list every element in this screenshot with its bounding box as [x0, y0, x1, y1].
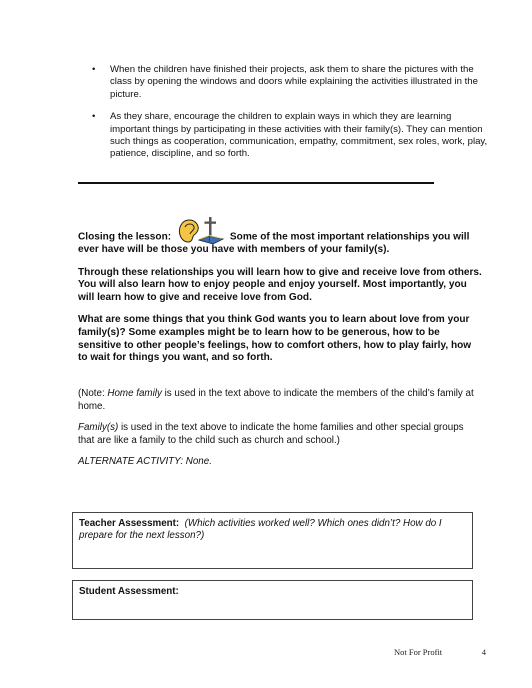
- bullet-list: [92, 64, 488, 171]
- note-families-text: is used in the text above to indicate the home families and other special groups that are like a family to the child such as church and school.): [78, 422, 464, 446]
- cross-icon: [204, 217, 216, 237]
- alternate-activity-text: ALTERNATE ACTIVITY: None.: [78, 456, 212, 468]
- teacher-assessment-box[interactable]: [72, 512, 473, 569]
- bullet-text: When the children have finished their projects, ask them to share the pictures with the class by opening the windows and doors while explaining the activities illustrated in the picture.: [110, 64, 478, 100]
- page-number: 4: [481, 647, 486, 657]
- bullet-dot: •: [92, 64, 96, 75]
- footer-text: Not For Profit: [394, 647, 443, 657]
- teacher-assessment-prompt: (Which activities worked well? Which ones didn’t? How do I prepare for the next lesson?): [79, 518, 442, 542]
- bullet-text: As they share, encourage the children to explain ways in which they are learning important things by participating in these activities with their family(s). They can mention such things as cooperation, communication, empathy, commitment, sex roles, work, play, patience, discipline, and so forth.: [110, 111, 488, 160]
- note-home-family: [78, 388, 478, 413]
- closing-label: Closing the lesson:: [78, 231, 172, 243]
- alternate-activity: [78, 456, 478, 469]
- closing-text-1: Some of the most important relationships you will ever have will be those you have with members of your family(s).: [78, 231, 470, 255]
- bullet-item: [92, 111, 488, 161]
- page-footer: [394, 647, 490, 657]
- closing-icons-svg: [175, 216, 229, 246]
- section-divider: [78, 182, 434, 184]
- note-term-home-family: Home family: [107, 388, 162, 399]
- bullet-dot: •: [92, 111, 96, 123]
- note-term-families: Family(s): [78, 422, 119, 434]
- student-assessment-label: Student Assessment:: [79, 586, 179, 597]
- note-prefix: (Note:: [78, 388, 108, 399]
- closing-section: [78, 216, 482, 375]
- note-families: [78, 422, 478, 447]
- closing-icons: [175, 216, 229, 246]
- closing-paragraph-1: [78, 216, 482, 257]
- bullet-item: [92, 64, 488, 101]
- bible-icon: [199, 236, 223, 245]
- ear-icon: [179, 220, 198, 242]
- note-home-family-text: is used in the text above to indicate the members of the child’s family at home.: [78, 388, 474, 412]
- closing-paragraph-3: What are some things that you think God wants you to learn about love from your family(s)? Some examples might be to learn how to be generous, how to be sensitive to other people’s feelings, how to comfort others, how to play fairly, how to wait for things you want, and so forth.: [78, 314, 472, 364]
- student-assessment-box[interactable]: [72, 580, 473, 620]
- closing-paragraph-2: Through these relationships you will learn how to give and receive love from others. You will also learn how to enjoy people and enjoy yourself. Most importantly, you will learn how to give and receive love from God.: [78, 266, 482, 303]
- notes-section: [78, 388, 478, 478]
- teacher-assessment-label: Teacher Assessment:: [79, 518, 180, 529]
